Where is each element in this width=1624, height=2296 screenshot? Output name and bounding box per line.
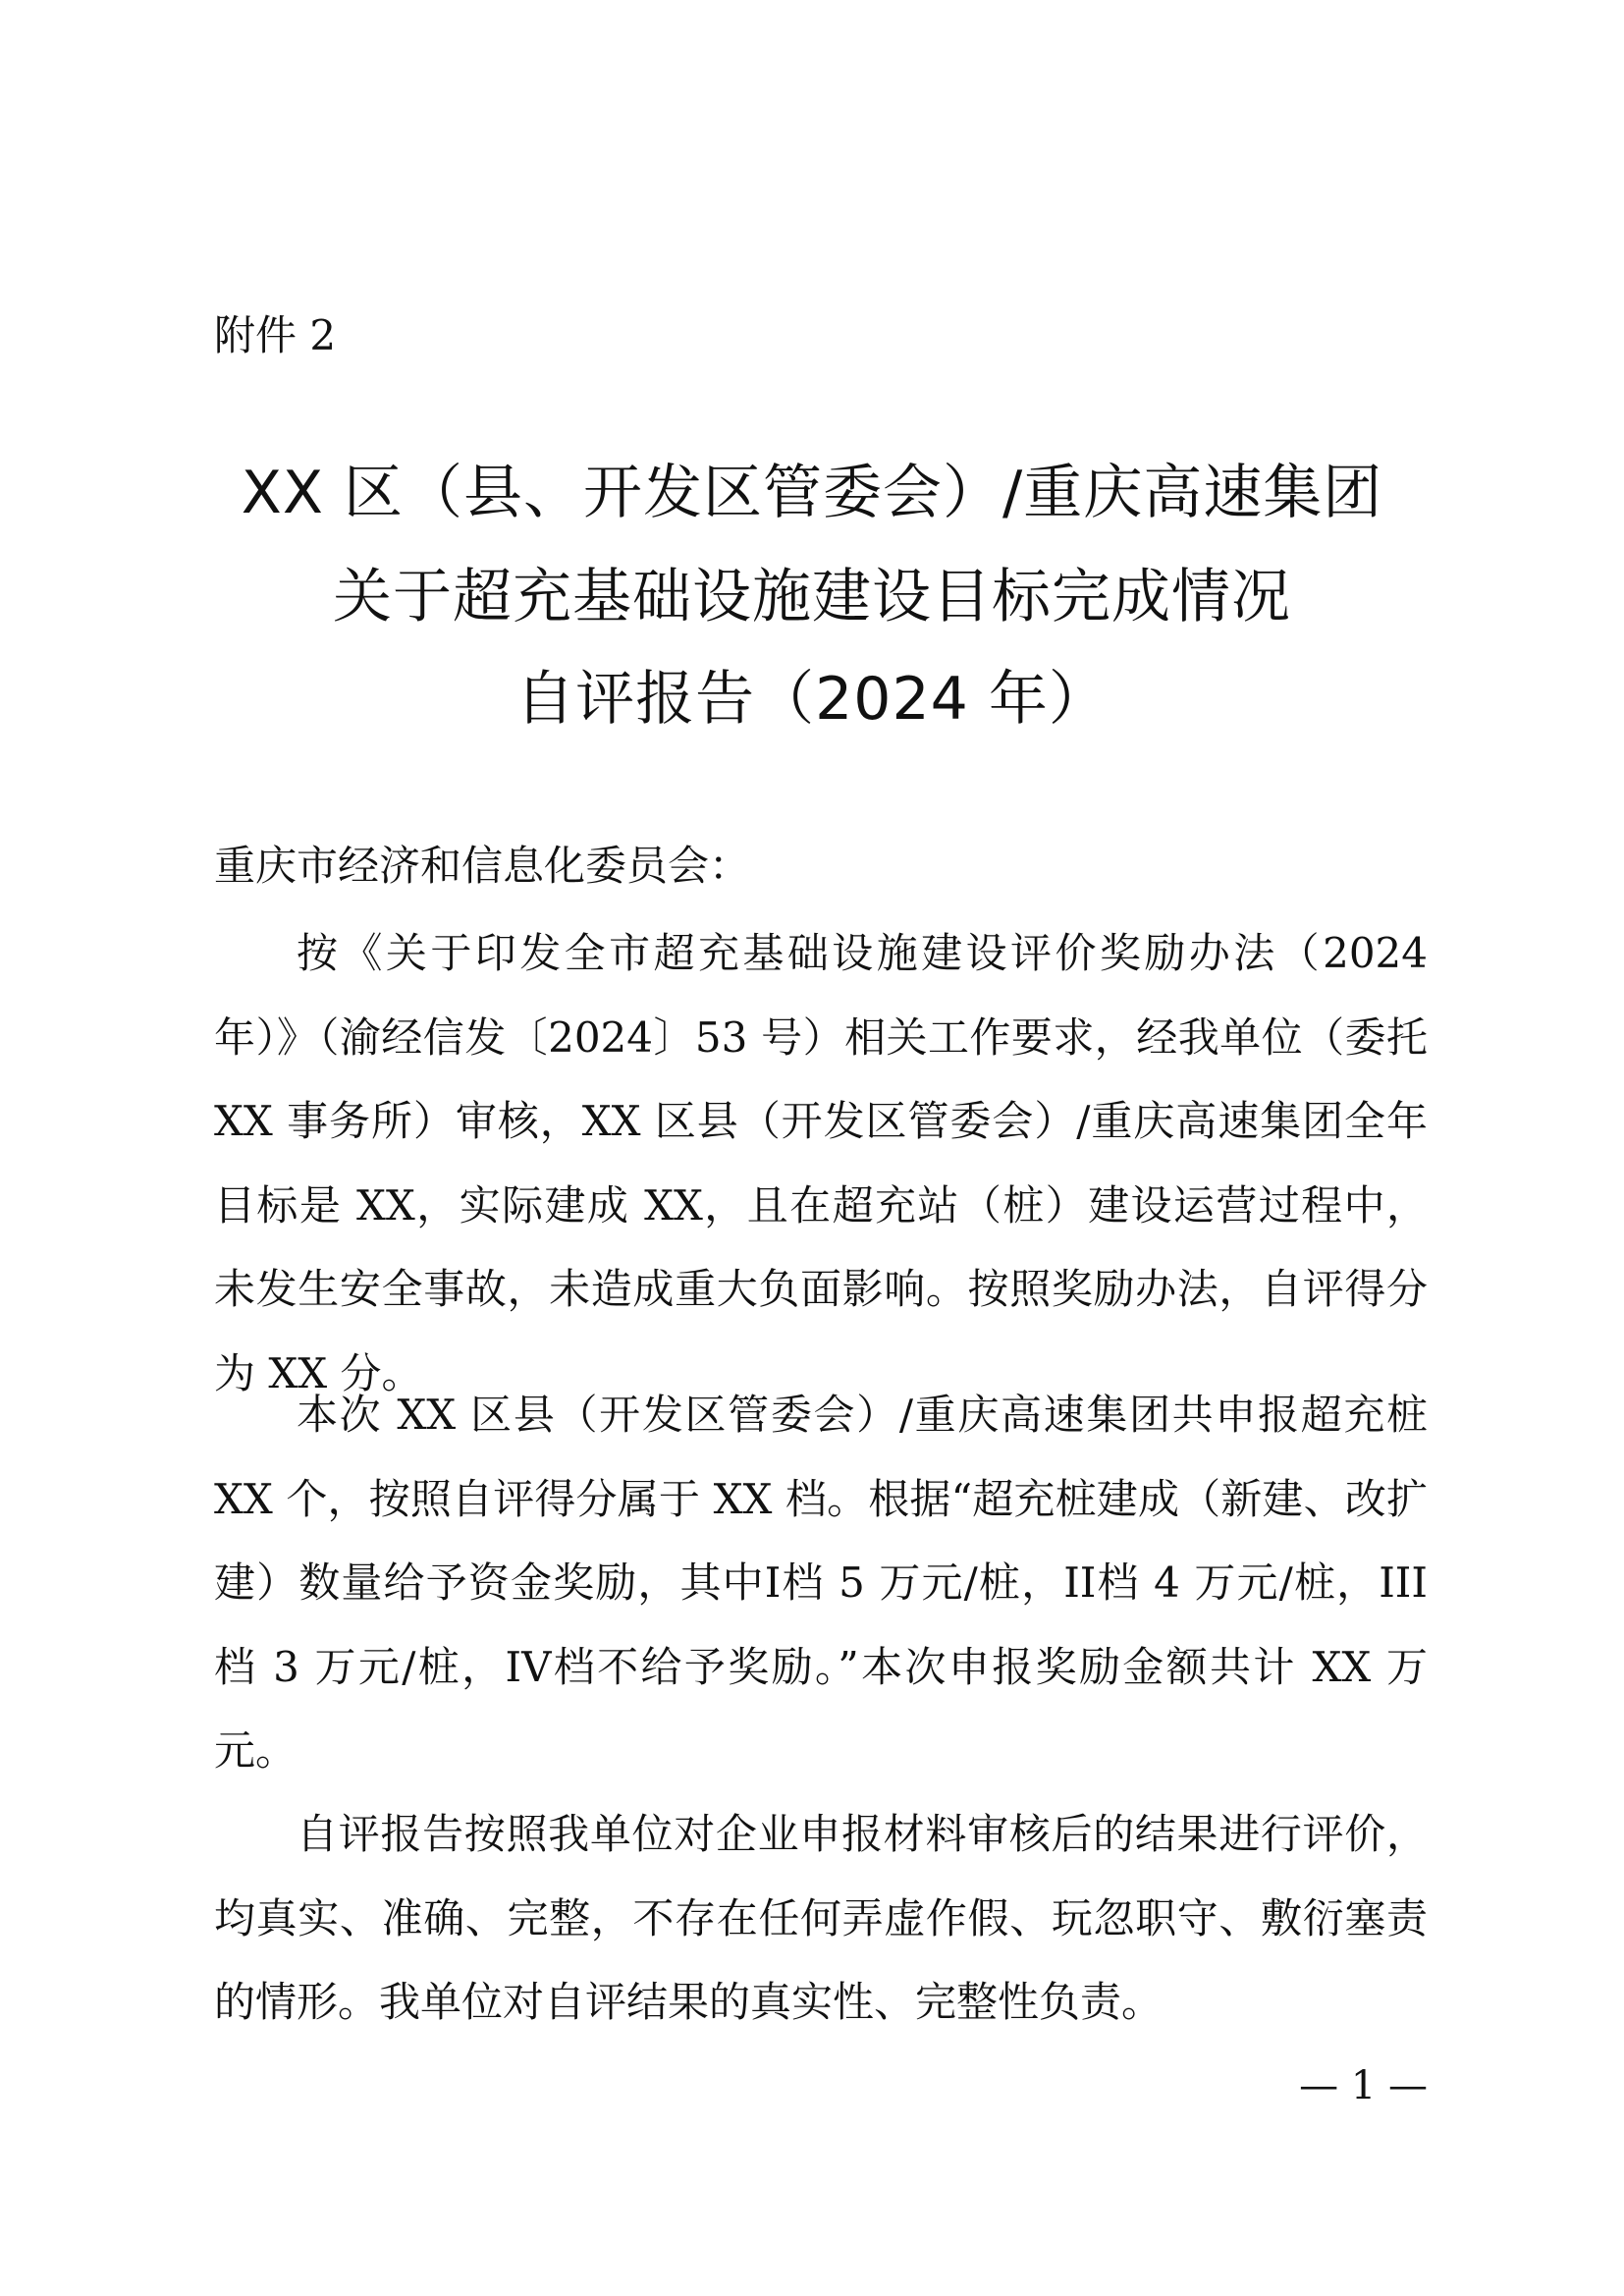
body-paragraph-2: 本次 XX 区县（开发区管委会）/重庆高速集团共申报超充桩 XX 个，按照自评得分属于 XX 档。根据“超充桩建成（新建、改扩建）数量给予资金奖励，其中I档 5 万元/桩，II档 4 万元/桩，III档 3 万元/桩，IV档不给予奖励。”本次申报奖励金额共计 XX 万元。	[214, 1391, 1428, 1775]
title-line-3: 自评报告（2024 年）	[515, 665, 1109, 734]
body-paragraph-1: 按《关于印发全市超充基础设施建设评价奖励办法（2024 年）》（渝经信发〔2024〕53 号）相关工作要求，经我单位（委托 XX 事务所）审核，XX 区县（开发区管委会）/重庆高速集团全年目标是 XX，实际建成 XX，且在超充站（桩）建设运营过程中，未发生安全事故，未造成重大负面影响。按照奖励办法，自评得分为 XX 分。	[214, 929, 1428, 1397]
body-paragraph-3: 自评报告按照我单位对企业申报材料审核后的结果进行评价，均真实、准确、完整，不存在任何弄虚作假、玩忽职守、敷衍塞责的情形。我单位对自评结果的真实性、完整性负责。	[214, 1810, 1428, 2026]
attachment-label: 附件 2	[214, 311, 337, 359]
page-number: — 1 —	[1299, 2063, 1428, 2108]
salutation: 重庆市经济和信息化委员会：	[214, 842, 751, 890]
title-line-1: XX 区（县、开发区管委会）/重庆高速集团	[241, 459, 1383, 527]
title-line-2: 关于超充基础设施建设目标完成情况	[333, 563, 1291, 631]
